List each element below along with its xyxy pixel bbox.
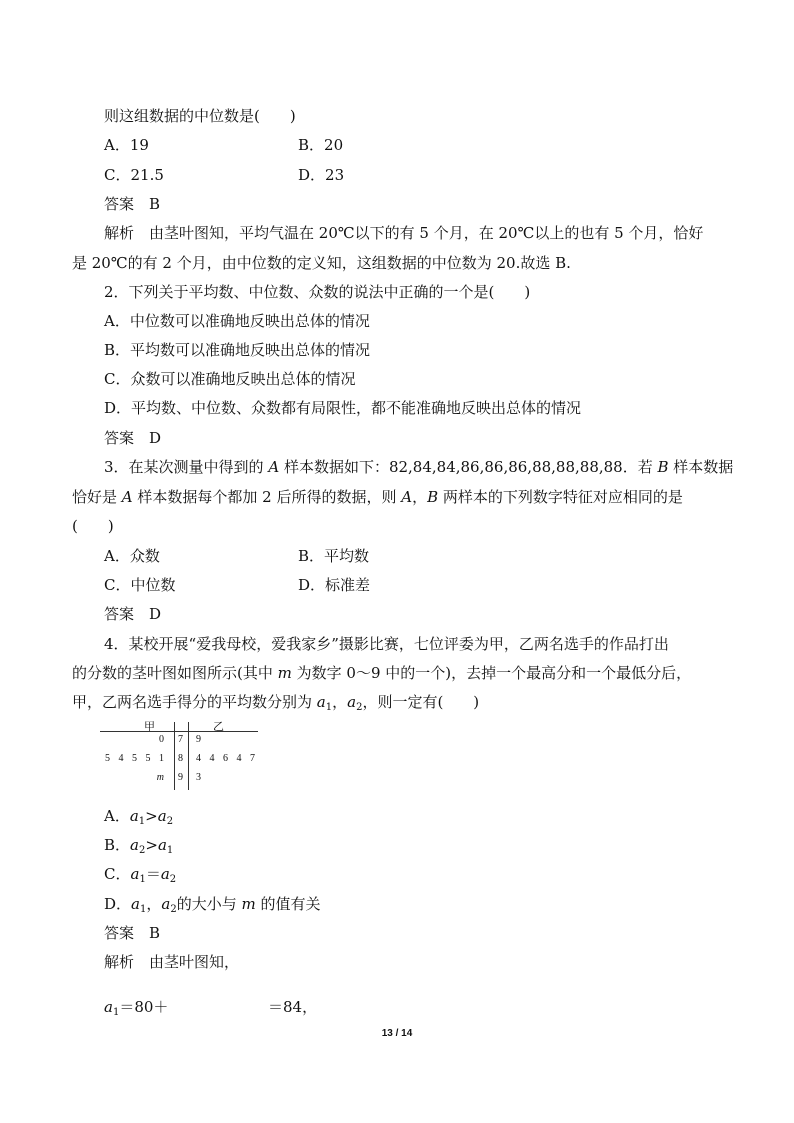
page-number: 13 / 14	[381, 1028, 413, 1039]
q3-stem-text: 恰好是	[72, 488, 122, 506]
q3-stem-text: ，	[412, 488, 428, 506]
q3-stem-line3: ( )	[72, 517, 114, 535]
table-row-stem: 7	[178, 734, 186, 745]
table-row-left: 5 4 5 5 1	[105, 753, 167, 764]
subscript-2: 2	[138, 845, 146, 856]
option-label: A．	[104, 807, 130, 825]
q4-formula-left	[104, 997, 168, 1023]
table-row-left: m	[156, 772, 167, 783]
q1-option-c: C．21.5	[104, 166, 164, 184]
var-a: a	[131, 895, 140, 913]
q4-stem-text: ，则一定有( )	[362, 693, 480, 711]
var-a: a	[129, 807, 139, 825]
q3-stem-text: 样本数据每个都加 2 后所得的数据，则	[132, 488, 402, 506]
q1-analysis-line2: 是 20℃的有 2 个月，由中位数的定义知，这组数据的中位数为 20.故选 B.	[72, 254, 571, 272]
subscript-2: 2	[169, 874, 177, 885]
q3-option-b: B．平均数	[298, 547, 370, 565]
table-row-stem: 9	[178, 772, 186, 783]
subscript-2: 2	[170, 904, 177, 915]
q4-option-d	[104, 894, 321, 920]
option-label: B．	[104, 836, 131, 854]
q4-stem-line2	[72, 663, 691, 683]
formula-text: ＝80＋	[119, 998, 169, 1016]
option-text: 的大小与	[176, 895, 242, 913]
table-row-stem: 8	[178, 753, 186, 764]
q4-stem-text: 甲，乙两名选手得分的平均数分别为	[72, 693, 317, 711]
table-rule	[100, 731, 258, 732]
q2-option-c: C．众数可以准确地反映出总体的情况	[104, 370, 356, 388]
var-a: a	[157, 836, 167, 854]
q3-stem-text: 3．在某次测量中得到的	[104, 458, 269, 476]
q4-option-b	[104, 835, 173, 861]
stem-divider-left	[174, 722, 175, 790]
var-a: a	[160, 865, 170, 883]
var-a: a	[316, 693, 326, 711]
subscript-1: 1	[325, 702, 333, 713]
q1-answer: 答案 B	[104, 195, 161, 213]
var-b: B	[657, 458, 669, 476]
var-a: A	[401, 488, 413, 506]
q2-answer: 答案 D	[104, 429, 162, 447]
relation: >	[145, 807, 158, 825]
relation: ＝	[145, 865, 161, 883]
var-b: B	[427, 488, 439, 506]
q1-option-d: D．23	[298, 166, 345, 184]
var-a: a	[130, 836, 139, 854]
q4-formula-right: ＝84，	[268, 998, 318, 1016]
q1-option-a: A．19	[104, 136, 149, 154]
var-m: m	[241, 895, 256, 913]
option-label: D．	[104, 895, 132, 913]
q3-stem-text: 样本数据如下：82,84,84,86,86,86,88,88,88,88．若	[279, 458, 658, 476]
subscript-2: 2	[356, 702, 363, 713]
subscript-1: 1	[112, 1007, 120, 1018]
q2-stem: 2．下列关于平均数、中位数、众数的说法中正确的一个是( )	[104, 283, 531, 301]
var-m: m	[277, 664, 292, 682]
q3-stem-line2	[72, 487, 683, 507]
subscript-1: 1	[139, 904, 147, 915]
q4-stem-text: 为数字 0～9 中的一个)，去掉一个最高分和一个最低分后，	[291, 664, 692, 682]
q4-option-c	[104, 864, 176, 890]
q3-option-d: D．标准差	[298, 576, 371, 594]
q3-option-a: A．众数	[104, 547, 160, 565]
q4-option-a	[104, 806, 173, 832]
var-a: a	[157, 807, 167, 825]
table-row-right: 3	[196, 772, 204, 783]
option-label: C．	[104, 865, 131, 883]
q4-analysis: 解析 由茎叶图知，	[104, 953, 240, 971]
var-a: a	[347, 693, 357, 711]
q1-analysis-line1: 解析 由茎叶图知，平均气温在 20℃以下的有 5 个月，在 20℃以上的也有 5 个月，恰好	[104, 224, 704, 242]
table-row-right: 4 4 6 4 7	[196, 753, 258, 764]
q1-option-b: B．20	[298, 136, 344, 154]
subscript-1: 1	[139, 874, 146, 885]
separator: ，	[332, 693, 348, 711]
stem-divider-right	[188, 722, 189, 790]
var-a: A	[121, 488, 133, 506]
var-a: a	[130, 865, 140, 883]
q2-option-b: B．平均数可以准确地反映出总体的情况	[104, 341, 371, 359]
subscript-1: 1	[138, 816, 146, 827]
q3-stem-text: 两样本的下列数字特征对应相同的是	[438, 488, 683, 506]
stem-leaf-table	[100, 718, 260, 790]
q4-answer: 答案 B	[104, 924, 161, 942]
var-a: a	[161, 895, 171, 913]
relation: >	[145, 836, 158, 854]
q1-stem: 则这组数据的中位数是( )	[104, 107, 296, 125]
q3-option-c: C．中位数	[104, 576, 176, 594]
var-a: A	[268, 458, 280, 476]
option-text: 的值有关	[255, 895, 321, 913]
table-header-right: 乙	[213, 721, 224, 733]
table-row-right: 9	[196, 734, 204, 745]
q4-stem-text: 的分数的茎叶图如图所示(其中	[72, 664, 278, 682]
q4-stem-line3	[72, 692, 479, 718]
q4-stem-line1: 4．某校开展“爱我母校，爱我家乡”摄影比赛，七位评委为甲，乙两名选手的作品打出	[104, 635, 669, 653]
var-a: a	[104, 998, 113, 1016]
q3-answer: 答案 D	[104, 605, 162, 623]
q2-option-d: D．平均数、中位数、众数都有局限性，都不能准确地反映出总体的情况	[104, 399, 582, 417]
subscript-2: 2	[166, 816, 174, 827]
q2-option-a: A．中位数可以准确地反映出总体的情况	[104, 312, 370, 330]
table-header-left: 甲	[144, 721, 155, 733]
subscript-1: 1	[166, 845, 174, 856]
q3-stem-text: 样本数据	[668, 458, 734, 476]
table-row-left: 0	[159, 734, 167, 745]
separator: ，	[146, 895, 162, 913]
q3-stem-line1	[104, 457, 733, 477]
